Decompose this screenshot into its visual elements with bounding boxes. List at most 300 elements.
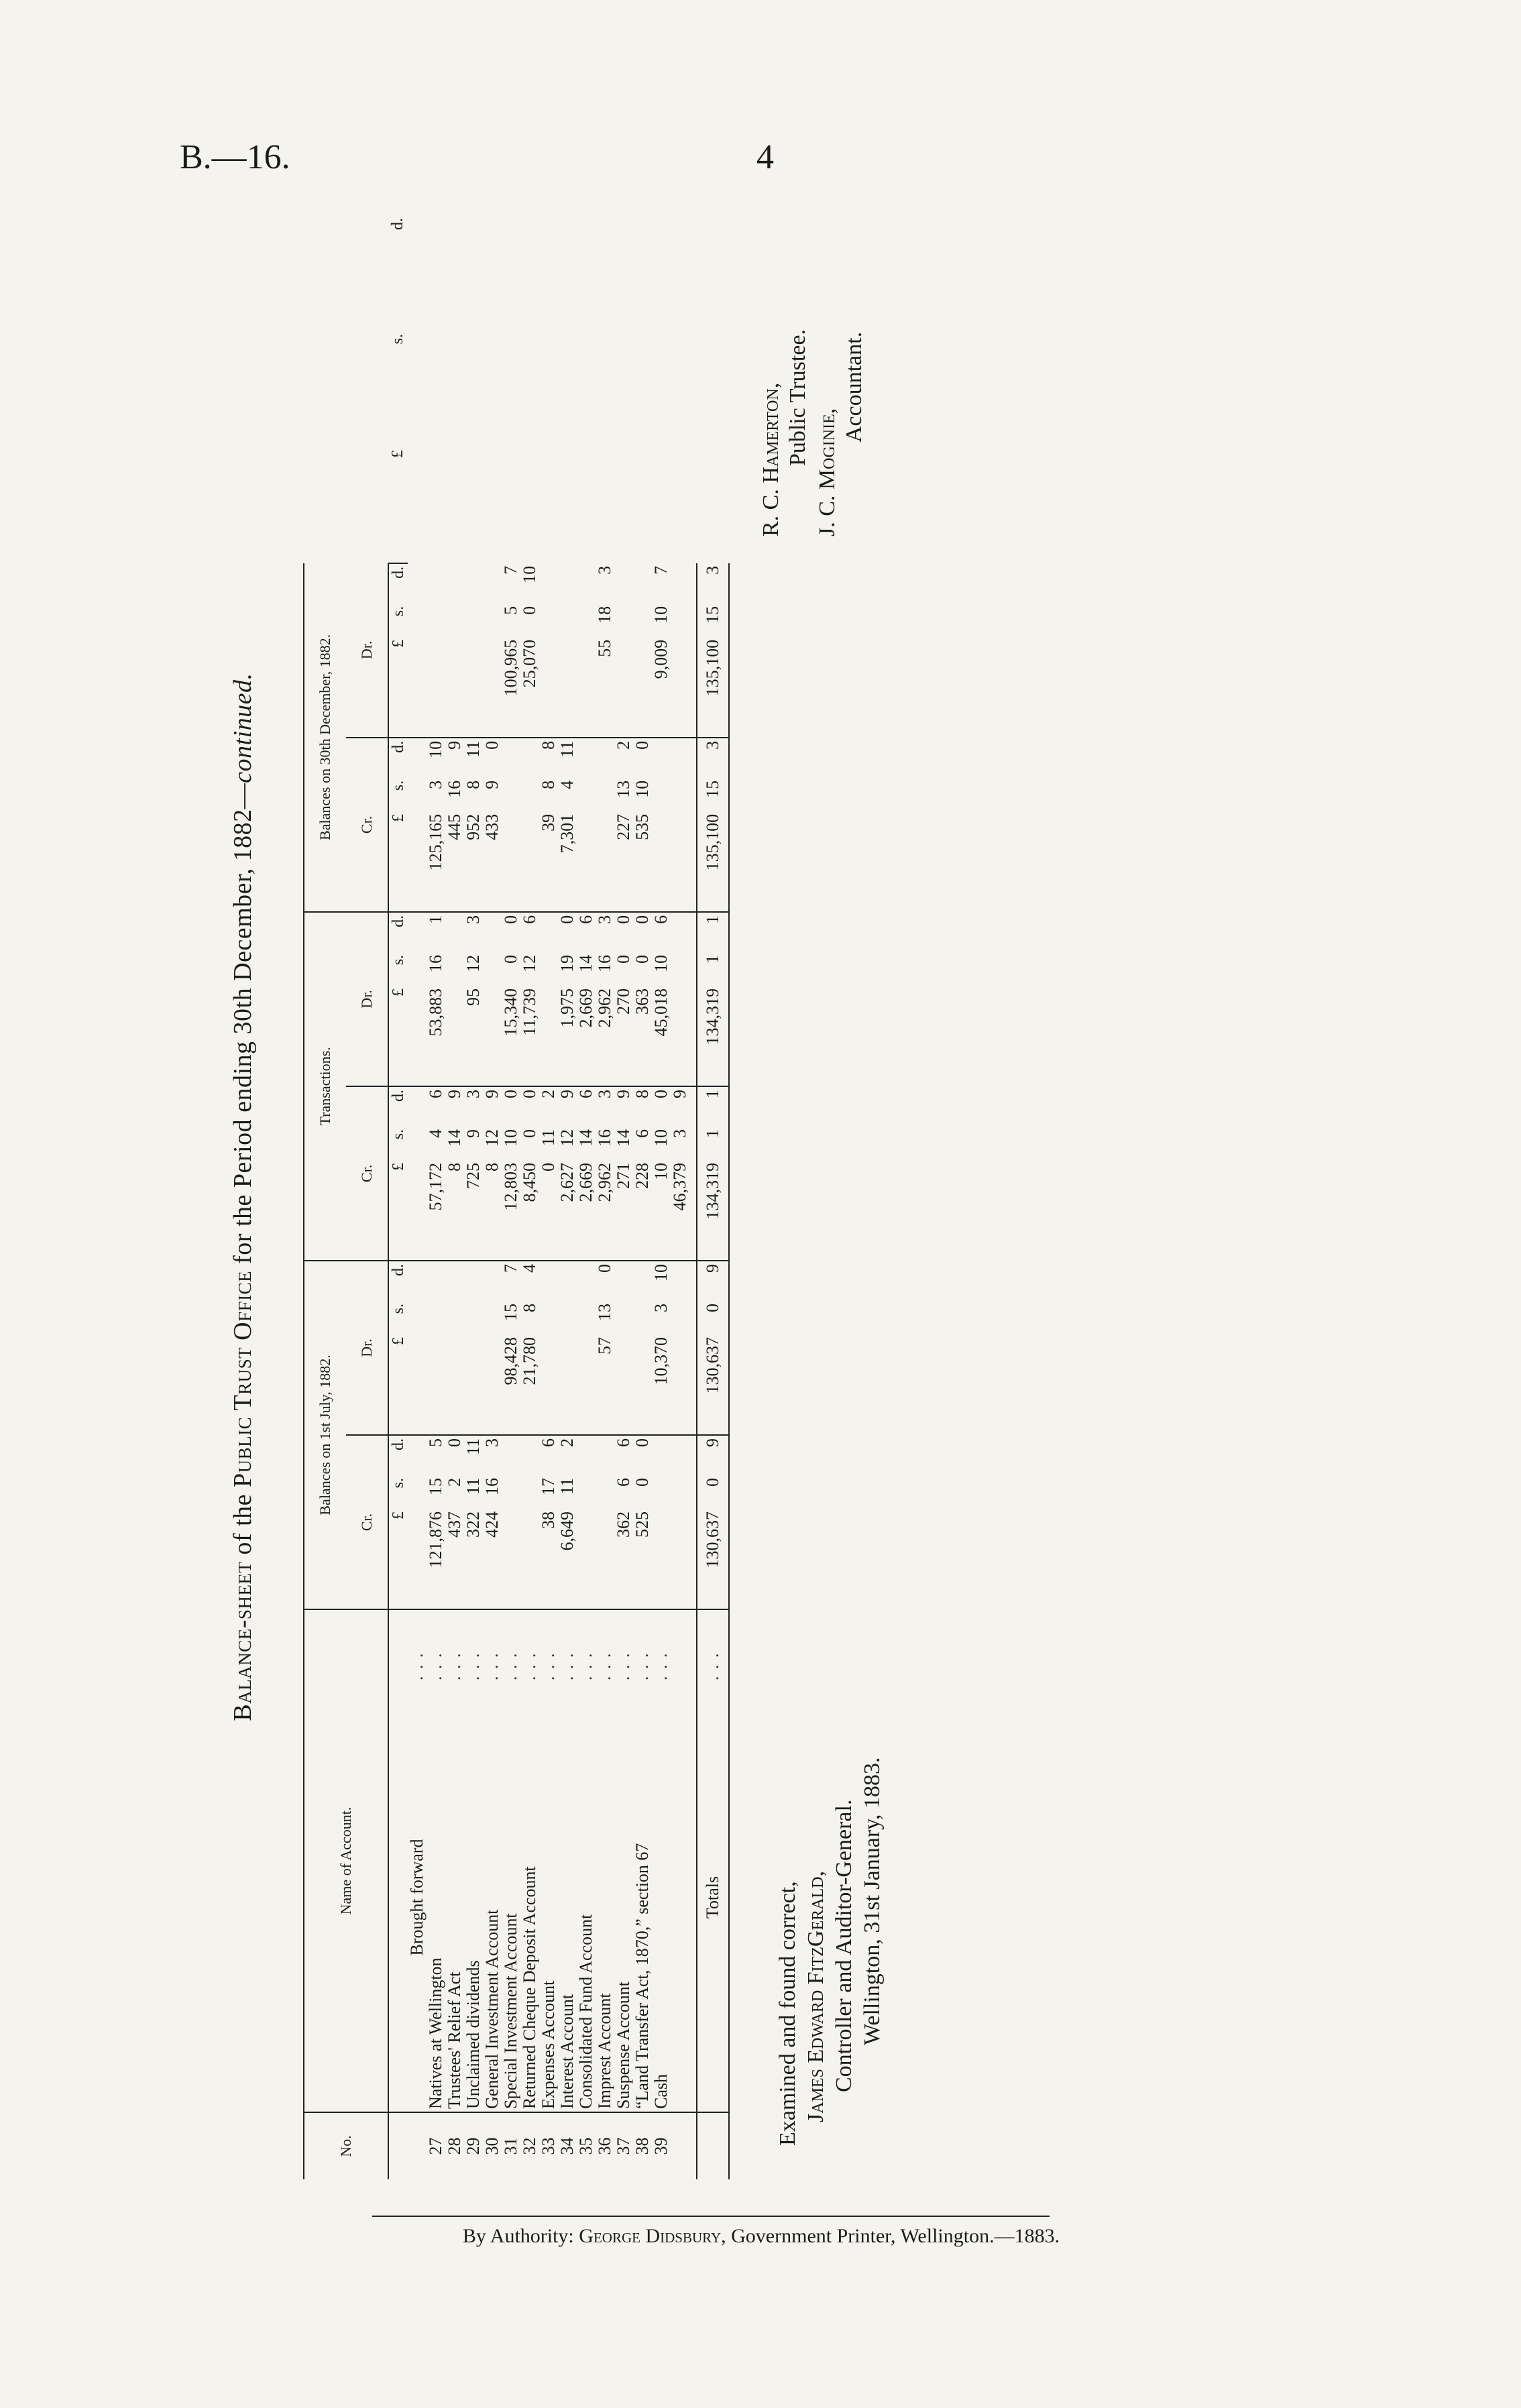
table-row xyxy=(502,215,520,2179)
tdr-pence: 3 xyxy=(463,915,483,924)
b1cr-pence xyxy=(502,1435,520,1475)
tcr-pence: 8 xyxy=(632,1089,652,1098)
b1cr-pence xyxy=(520,1435,539,1475)
b1dr-pounds xyxy=(464,1334,483,1435)
b1cr-pence xyxy=(652,1435,671,1475)
b2cr-pence xyxy=(671,738,689,778)
b1dr-shillings xyxy=(445,1301,464,1334)
imprint-by: By Authority: xyxy=(462,2225,574,2247)
tdr-pence: 0 xyxy=(632,915,652,924)
b2cr-pounds: 445 xyxy=(445,811,464,912)
tcr-pence: 0 xyxy=(651,1089,671,1098)
pence-unit: d. xyxy=(390,566,407,579)
b1dr-shillings xyxy=(464,1301,483,1334)
b1cr-shillings xyxy=(596,1475,614,1509)
table-row xyxy=(633,215,652,2179)
b2cr-pounds xyxy=(671,811,689,912)
b2dr-shillings xyxy=(558,604,577,637)
b1dr-shillings xyxy=(633,1301,652,1334)
b2cr-pounds xyxy=(520,811,539,912)
total-b2cr-shillings: 15 xyxy=(697,778,729,811)
tcr-pence: 0 xyxy=(520,1089,539,1098)
b1cr-pence: 2 xyxy=(557,1438,577,1447)
b1dr-pounds xyxy=(483,1334,502,1435)
b1cr-pence: 6 xyxy=(614,1438,633,1447)
b2dr-pence xyxy=(427,563,445,604)
b2cr-shillings xyxy=(596,778,614,811)
b2cr-shillings: 9 xyxy=(482,780,502,789)
b2cr-shillings: 3 xyxy=(426,780,445,789)
b1cr-shillings: 16 xyxy=(482,1477,502,1495)
b1dr-pence: 4 xyxy=(520,1263,539,1273)
account-number: 27 xyxy=(426,2137,445,2155)
b2dr-pounds: 55 xyxy=(596,637,614,738)
total-b2dr-pence: 3 xyxy=(697,563,729,604)
table-body xyxy=(388,215,729,2179)
total-b1cr-shillings: 0 xyxy=(697,1475,729,1509)
b2cr-pounds: 7,301 xyxy=(558,811,577,912)
audit-date: Wellington, 31st January, 1883. xyxy=(860,1757,885,2045)
head-transactions: Transactions. xyxy=(304,912,346,1261)
b2cr-pounds: 535 xyxy=(633,811,652,912)
account-number: 39 xyxy=(651,2137,671,2155)
tcr-pounds: 2,627 xyxy=(558,1160,577,1261)
table-row xyxy=(652,215,671,2179)
tcr-shillings: 6 xyxy=(632,1129,652,1138)
b1cr-pounds: 362 xyxy=(614,1509,633,1609)
shillings-unit: s. xyxy=(390,780,407,791)
b1dr-shillings: 3 xyxy=(651,1303,671,1312)
b2cr-shillings xyxy=(502,778,520,811)
b1cr-pence xyxy=(577,1435,596,1475)
b1cr-pence: 6 xyxy=(539,1438,558,1447)
tcr-pounds: 10 xyxy=(652,1160,671,1261)
b2cr-shillings: 16 xyxy=(445,780,464,798)
total-tcr-pounds: 134,319 xyxy=(697,1160,729,1261)
tcr-shillings: 4 xyxy=(426,1129,445,1138)
tdr-pence xyxy=(445,912,464,952)
account-number: 31 xyxy=(501,2137,520,2155)
leader-dots: . . . xyxy=(539,1652,558,1680)
b2cr-pence: 11 xyxy=(557,740,577,758)
tdr-pence: 6 xyxy=(520,915,539,924)
account-number xyxy=(671,2112,689,2179)
table-row xyxy=(558,215,577,2179)
b1dr-pounds xyxy=(539,1334,558,1435)
tdr-shillings: 12 xyxy=(463,954,483,972)
b1dr-pounds: 98,428 xyxy=(502,1334,520,1435)
tdr-pence: 6 xyxy=(576,915,596,924)
pounds-unit: £ xyxy=(388,447,408,563)
currency-row xyxy=(388,215,408,2179)
tdr-shillings: 16 xyxy=(595,954,614,972)
b1dr-pence xyxy=(427,1261,445,1301)
pounds-unit: £ xyxy=(388,1334,408,1435)
tcr-shillings: 12 xyxy=(557,1129,577,1147)
b1dr-pounds xyxy=(445,1334,464,1435)
b2dr-pence xyxy=(558,563,577,604)
b2cr-shillings: 10 xyxy=(632,780,652,798)
b2dr-pence: 10 xyxy=(520,565,539,583)
imprint-rest: Government Printer, Wellington.—1883. xyxy=(731,2225,1060,2247)
b1cr-pence xyxy=(596,1435,614,1475)
auditor-title: Controller and Auditor-General. xyxy=(832,1799,856,2092)
b1dr-pence xyxy=(483,1261,502,1301)
b2dr-shillings xyxy=(614,604,633,637)
tdr-pence: 6 xyxy=(651,915,671,924)
pence-unit: d. xyxy=(390,1263,407,1276)
title-office: Public Trust Office xyxy=(229,1270,257,1487)
pounds-unit: £ xyxy=(388,986,408,1086)
table-row xyxy=(483,215,502,2179)
b2cr-shillings xyxy=(671,778,689,811)
b2dr-pence xyxy=(464,563,483,604)
head-account-name: Name of Account. xyxy=(304,1609,388,2112)
tcr-pounds: 2,962 xyxy=(596,1160,614,1261)
b1cr-pounds: 6,649 xyxy=(558,1509,577,1609)
title-continued: continued. xyxy=(229,673,257,783)
b1cr-shillings: 15 xyxy=(426,1477,445,1495)
brought-forward-label: Brought forward xyxy=(408,1683,427,2112)
head-cr: Cr. xyxy=(346,738,388,912)
b1dr-pounds xyxy=(558,1334,577,1435)
b2dr-pounds xyxy=(614,637,633,738)
audit-certificate xyxy=(775,1509,929,2146)
tdr-pence xyxy=(671,912,689,952)
printer-imprint xyxy=(372,2225,1150,2248)
tcr-pounds: 46,379 xyxy=(671,1160,689,1261)
total-b1cr-pence: 9 xyxy=(697,1435,729,1475)
account-name: Consolidated Fund Account xyxy=(577,1683,596,2112)
account-name: Special Investment Account xyxy=(502,1683,520,2112)
b1dr-shillings xyxy=(558,1301,577,1334)
b2dr-pence xyxy=(614,563,633,604)
b1cr-pounds: 437 xyxy=(445,1509,464,1609)
tcr-pounds: 228 xyxy=(633,1160,652,1261)
total-b2cr-pence: 3 xyxy=(697,738,729,778)
pounds-unit: £ xyxy=(388,1509,408,1609)
tdr-shillings xyxy=(445,952,464,986)
b1cr-shillings: 11 xyxy=(463,1477,483,1495)
b2cr-pence: 8 xyxy=(539,740,558,750)
tcr-shillings: 11 xyxy=(539,1129,558,1146)
tdr-shillings: 0 xyxy=(632,954,652,964)
b1cr-pounds xyxy=(520,1509,539,1609)
head-dr: Dr. xyxy=(346,1261,388,1435)
b1cr-shillings xyxy=(502,1475,520,1509)
b1dr-pence: 7 xyxy=(501,1263,520,1273)
b2cr-pounds: 433 xyxy=(483,811,502,912)
leader-dots xyxy=(671,1609,689,1683)
b1cr-pounds xyxy=(577,1509,596,1609)
b1cr-pounds xyxy=(652,1509,671,1609)
accountant-title: Accountant. xyxy=(842,331,866,443)
tcr-pounds: 12,803 xyxy=(502,1160,520,1261)
account-number: 35 xyxy=(576,2137,596,2155)
pence-unit: d. xyxy=(390,915,407,927)
account-number: 37 xyxy=(614,2137,633,2155)
leader-dots: . . . xyxy=(463,1652,483,1680)
head-dr: Dr. xyxy=(346,912,388,1086)
b1dr-pence xyxy=(614,1261,633,1301)
total-b2dr-pounds: 135,100 xyxy=(697,637,729,738)
totals-label: Totals xyxy=(697,1683,729,2112)
accountant-name: J. C. Moginie, xyxy=(815,408,840,536)
b2cr-pence xyxy=(596,738,614,778)
tdr-pounds: 363 xyxy=(633,986,652,1086)
shillings-unit: s. xyxy=(390,1129,407,1140)
b1cr-shillings xyxy=(652,1475,671,1509)
spacer-row xyxy=(689,215,697,2179)
leader-dots: . . . xyxy=(520,1652,539,1680)
account-name: General Investment Account xyxy=(483,1683,502,2112)
tdr-pounds xyxy=(671,986,689,1086)
account-number: 28 xyxy=(445,2137,464,2155)
tdr-pence: 0 xyxy=(557,915,577,924)
table-row xyxy=(539,215,558,2179)
table-row xyxy=(614,215,633,2179)
b2cr-pence: 10 xyxy=(426,740,445,758)
b1dr-pence xyxy=(445,1261,464,1301)
tdr-pounds: 95 xyxy=(464,986,483,1086)
b2dr-pence: 7 xyxy=(501,565,520,575)
leader-dots: . . . xyxy=(482,1652,502,1680)
tcr-pounds: 8 xyxy=(445,1160,464,1261)
account-name xyxy=(671,1683,689,2112)
account-number: 38 xyxy=(632,2137,652,2155)
account-name: Interest Account xyxy=(558,1683,577,2112)
tdr-pounds: 2,962 xyxy=(596,986,614,1086)
signatures xyxy=(758,295,885,536)
tdr-pounds: 45,018 xyxy=(652,986,671,1086)
page-number: 4 xyxy=(756,138,774,176)
tdr-pounds xyxy=(445,986,464,1086)
b2dr-pounds: 100,965 xyxy=(502,637,520,738)
title-of: of the xyxy=(229,1494,257,1555)
head-balances-december: Balances on 30th December, 1882. xyxy=(304,563,346,912)
b1dr-pence: 10 xyxy=(651,1263,671,1281)
b1dr-pence xyxy=(671,1261,689,1301)
account-name: Unclaimed dividends xyxy=(464,1683,483,2112)
b2dr-pounds xyxy=(427,637,445,738)
table-row xyxy=(577,215,596,2179)
b2cr-shillings xyxy=(652,778,671,811)
tcr-pence: 9 xyxy=(670,1089,689,1098)
b1dr-pounds xyxy=(671,1334,689,1435)
b1cr-pence xyxy=(671,1435,689,1475)
table-row xyxy=(520,215,539,2179)
b1cr-pounds: 38 xyxy=(539,1509,558,1609)
tdr-pounds: 15,340 xyxy=(502,986,520,1086)
tcr-pence: 9 xyxy=(482,1089,502,1098)
account-number: 29 xyxy=(463,2137,483,2155)
b2cr-pounds: 952 xyxy=(464,811,483,912)
account-name: Imprest Account xyxy=(596,1683,614,2112)
brought-forward-row: Brought forward . . . xyxy=(408,215,427,2179)
b2cr-pounds xyxy=(502,811,520,912)
account-name: Natives at Wellington xyxy=(427,1683,445,2112)
b1cr-pence: 11 xyxy=(463,1438,483,1456)
b2dr-shillings: 5 xyxy=(501,606,520,615)
b1dr-pounds xyxy=(427,1334,445,1435)
b2dr-pence xyxy=(671,563,689,604)
b2cr-pence: 0 xyxy=(482,740,502,750)
tcr-pence: 2 xyxy=(539,1089,558,1098)
tcr-pence: 6 xyxy=(426,1089,445,1098)
b1dr-pence xyxy=(633,1261,652,1301)
total-tcr-shillings: 1 xyxy=(697,1127,729,1160)
tcr-pounds: 57,172 xyxy=(427,1160,445,1261)
b2cr-pence xyxy=(502,738,520,778)
pounds-unit: £ xyxy=(388,1160,408,1261)
b1cr-pounds xyxy=(596,1509,614,1609)
b2cr-pounds: 125,165 xyxy=(427,811,445,912)
leader-dots: . . . xyxy=(651,1652,671,1680)
tcr-pounds: 8 xyxy=(483,1160,502,1261)
b1cr-pence: 0 xyxy=(445,1438,464,1447)
total-tdr-shillings: 1 xyxy=(697,952,729,986)
leader-dots: . . . xyxy=(501,1652,520,1680)
b1dr-shillings xyxy=(614,1301,633,1334)
tcr-shillings: 14 xyxy=(614,1129,633,1147)
b1cr-shillings: 11 xyxy=(557,1477,577,1495)
leader-dots: . . . xyxy=(632,1652,652,1680)
b1dr-pounds: 57 xyxy=(596,1334,614,1435)
b1cr-pounds: 322 xyxy=(464,1509,483,1609)
tdr-pence: 3 xyxy=(595,915,614,924)
tcr-shillings: 0 xyxy=(520,1129,539,1138)
b2dr-shillings xyxy=(445,604,464,637)
tdr-pounds: 1,975 xyxy=(558,986,577,1086)
account-name: Returned Cheque Deposit Account xyxy=(520,1683,539,2112)
tcr-shillings: 3 xyxy=(670,1129,689,1138)
b1dr-shillings xyxy=(671,1301,689,1334)
table-row xyxy=(445,215,464,2179)
tcr-shillings: 14 xyxy=(576,1129,596,1147)
b1dr-pence xyxy=(464,1261,483,1301)
b1cr-pence: 0 xyxy=(632,1438,652,1447)
total-tcr-pence: 1 xyxy=(697,1086,729,1127)
tdr-pence: 0 xyxy=(501,915,520,924)
b2dr-pence: 7 xyxy=(651,565,671,575)
leader-dots: . . . xyxy=(426,1652,445,1680)
account-number: 30 xyxy=(482,2137,502,2155)
leader-dots: . . . xyxy=(697,1609,729,1683)
shillings-unit: s. xyxy=(389,333,406,345)
tdr-pence xyxy=(539,912,558,952)
tcr-pence: 3 xyxy=(595,1089,614,1098)
tcr-pounds: 271 xyxy=(614,1160,633,1261)
b1dr-shillings xyxy=(539,1301,558,1334)
tdr-shillings: 16 xyxy=(426,954,445,972)
pence-unit: d. xyxy=(390,1089,407,1102)
b1cr-pence: 3 xyxy=(482,1438,502,1447)
b2dr-pence: 3 xyxy=(595,565,614,575)
b2cr-pence: 9 xyxy=(445,740,464,750)
divider xyxy=(372,2216,1050,2217)
b1cr-shillings xyxy=(671,1475,689,1509)
b1dr-pounds xyxy=(577,1334,596,1435)
total-b1cr-pounds: 130,637 xyxy=(697,1509,729,1609)
account-name: Expenses Account xyxy=(539,1683,558,2112)
tdr-pounds: 270 xyxy=(614,986,633,1086)
tcr-pounds: 0 xyxy=(539,1160,558,1261)
b2dr-pence xyxy=(483,563,502,604)
head-cr: Cr. xyxy=(346,1435,388,1609)
b1dr-shillings xyxy=(427,1301,445,1334)
b2dr-shillings xyxy=(539,604,558,637)
total-b2cr-pounds: 135,100 xyxy=(697,811,729,912)
document-reference: B.—16. xyxy=(180,138,290,176)
tdr-shillings: 19 xyxy=(557,954,577,972)
b2dr-pence xyxy=(633,563,652,604)
b1cr-pounds: 121,876 xyxy=(427,1509,445,1609)
b2dr-shillings xyxy=(464,604,483,637)
tcr-shillings: 12 xyxy=(482,1129,502,1147)
b1dr-pence xyxy=(539,1261,558,1301)
account-number: 33 xyxy=(539,2137,558,2155)
b2dr-pounds xyxy=(633,637,652,738)
b1dr-shillings: 8 xyxy=(520,1303,539,1312)
tcr-pounds: 2,669 xyxy=(577,1160,596,1261)
total-b2dr-shillings: 15 xyxy=(697,604,729,637)
table-row xyxy=(596,215,614,2179)
total-tdr-pounds: 134,319 xyxy=(697,986,729,1086)
b2dr-shillings xyxy=(671,604,689,637)
total-b1dr-pence: 9 xyxy=(697,1261,729,1301)
account-name: Suspense Account xyxy=(614,1683,633,2112)
b1cr-shillings: 0 xyxy=(632,1477,652,1487)
tdr-pounds: 11,739 xyxy=(520,986,539,1086)
pence-unit: d. xyxy=(390,1438,407,1450)
shillings-unit: s. xyxy=(390,954,407,966)
tcr-pounds: 8,450 xyxy=(520,1160,539,1261)
b2dr-shillings xyxy=(577,604,596,637)
leader-dots: . . . xyxy=(557,1652,577,1680)
b2dr-shillings: 18 xyxy=(595,606,614,624)
b2dr-shillings xyxy=(633,604,652,637)
b2cr-pence: 2 xyxy=(614,740,633,750)
b2dr-pounds xyxy=(539,637,558,738)
b2cr-shillings xyxy=(577,778,596,811)
pounds-unit: £ xyxy=(388,811,408,912)
b2cr-pence xyxy=(652,738,671,778)
b2cr-shillings: 13 xyxy=(614,780,633,798)
tcr-pence: 9 xyxy=(445,1089,464,1098)
b2dr-shillings xyxy=(483,604,502,637)
tcr-shillings: 10 xyxy=(651,1129,671,1147)
b1dr-shillings: 13 xyxy=(595,1303,614,1321)
account-number: 36 xyxy=(595,2137,614,2155)
pence-unit: d. xyxy=(390,740,407,753)
tdr-pence: 0 xyxy=(614,915,633,924)
tcr-pence: 9 xyxy=(614,1089,633,1098)
b1dr-pounds: 10,370 xyxy=(652,1334,671,1435)
account-name: “Land Transfer Act, 1870,” section 67 xyxy=(633,1683,652,2112)
head-no: No. xyxy=(304,2112,388,2179)
head-cr: Cr. xyxy=(346,1086,388,1261)
b1dr-pence: 0 xyxy=(595,1263,614,1273)
b2dr-shillings xyxy=(427,604,445,637)
b2cr-shillings xyxy=(520,778,539,811)
title-period: for the Period ending 30th December, 1882— xyxy=(229,783,257,1264)
b2cr-pounds: 227 xyxy=(614,811,633,912)
leader-dots: . . . xyxy=(614,1652,633,1680)
pence-unit: d. xyxy=(389,218,406,230)
tcr-pence: 6 xyxy=(576,1089,596,1098)
imprint-printer: George Didsbury, xyxy=(579,2225,726,2247)
b2cr-pence: 0 xyxy=(632,740,652,750)
